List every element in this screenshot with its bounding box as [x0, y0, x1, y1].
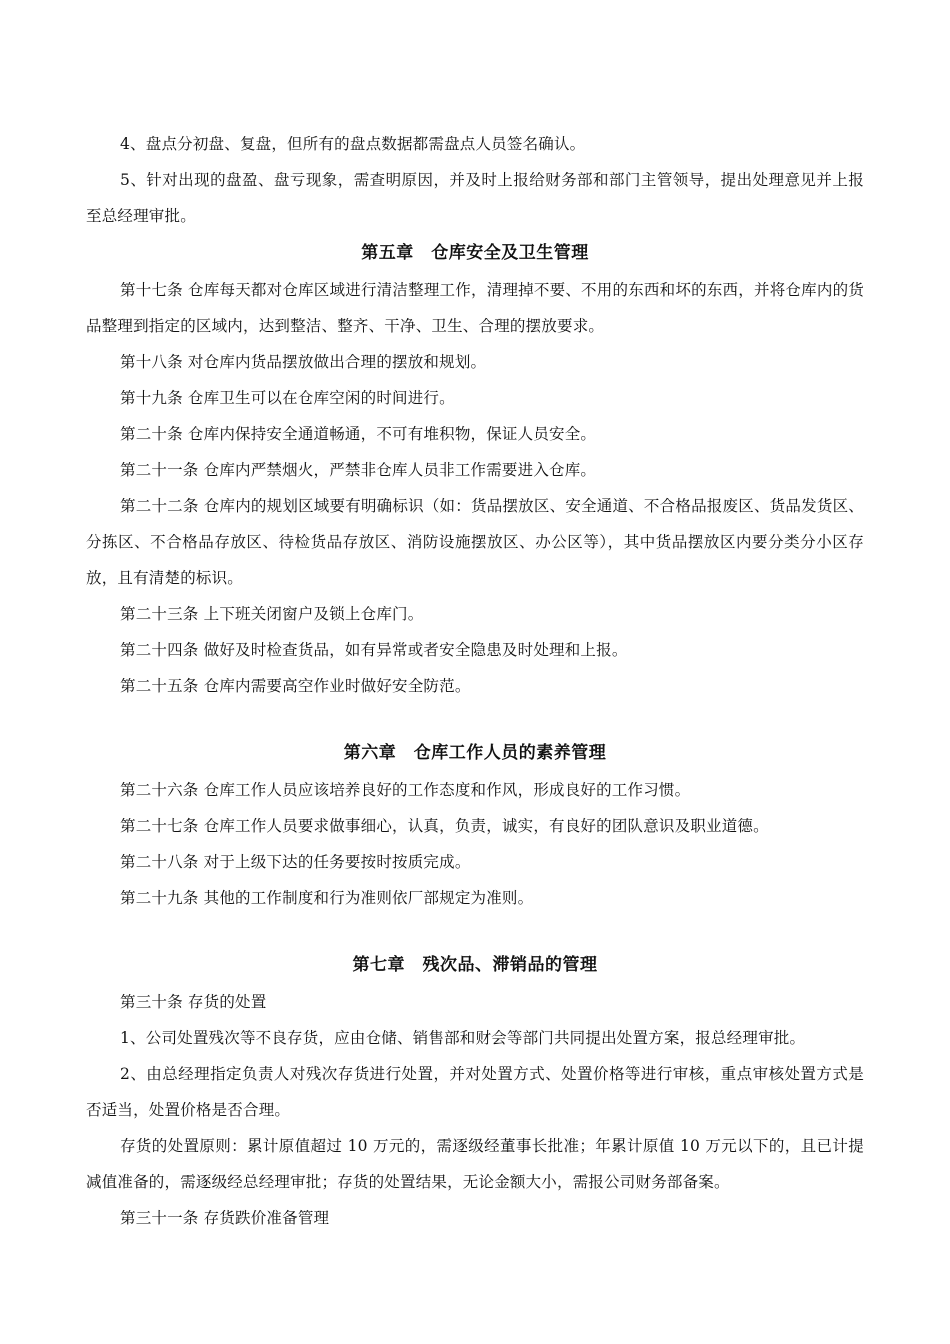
paragraph-11: 第二十五条 仓库内需要高空作业时做好安全防范。 [120, 677, 471, 695]
chapter-heading-3: 第七章 残次品、滞销品的管理 [352, 955, 598, 975]
chapter-heading-2: 第六章 仓库工作人员的素养管理 [343, 743, 607, 763]
paragraph-10: 第二十四条 做好及时检查货品，如有异常或者安全隐患及时处理和上报。 [120, 641, 628, 659]
paragraph-1: 4、盘点分初盘、复盘，但所有的盘点数据都需盘点人员签名确认。 [120, 135, 586, 153]
chapter-heading-1: 第五章 仓库安全及卫生管理 [361, 243, 589, 263]
paragraph-13: 第二十七条 仓库工作人员要求做事细心，认真，负责，诚实，有良好的团队意识及职业道德。 [120, 817, 769, 835]
paragraph-18: 2、由总经理指定负责人对残次存货进行处置，并对处置方式、处置价格等进行审核，重点审核处置方式是否适当，处置价格是否合理。 [86, 1065, 864, 1119]
paragraph-6: 第二十条 仓库内保持安全通道畅通，不可有堆积物，保证人员安全。 [120, 425, 597, 443]
paragraph-15: 第二十九条 其他的工作制度和行为准则依厂部规定为准则。 [120, 889, 534, 907]
paragraph-9: 第二十三条 上下班关闭窗户及锁上仓库门。 [120, 605, 424, 623]
paragraph-8: 第二十二条 仓库内的规划区域要有明确标识（如：货品摆放区、安全通道、不合格品报废区、货品发货区、分拣区、不合格品存放区、待检货品存放区、消防设施摆放区、办公区等），其中货品摆放区内要分类分小区存放，且有清楚的标识。 [86, 497, 864, 587]
document-body [86, 126, 864, 1236]
paragraph-12: 第二十六条 仓库工作人员应该培养良好的工作态度和作风，形成良好的工作习惯。 [120, 781, 691, 799]
paragraph-7: 第二十一条 仓库内严禁烟火，严禁非仓库人员非工作需要进入仓库。 [120, 461, 597, 479]
paragraph-2: 5、针对出现的盘盈、盘亏现象，需查明原因，并及时上报给财务部和部门主管领导，提出处理意见并上报至总经理审批。 [86, 171, 864, 225]
paragraph-19: 存货的处置原则：累计原值超过 10 万元的，需逐级经董事长批准；年累计原值 10 万元以下的，且已计提减值准备的，需逐级经总经理审批；存货的处置结果，无论金额大小，需报公司财务部备案。 [86, 1137, 864, 1191]
paragraph-5: 第十九条 仓库卫生可以在仓库空闲的时间进行。 [120, 389, 455, 407]
paragraph-3: 第十七条 仓库每天都对仓库区域进行清洁整理工作，清理掉不要、不用的东西和坏的东西，并将仓库内的货品整理到指定的区域内，达到整洁、整齐、干净、卫生、合理的摆放要求。 [86, 281, 864, 335]
paragraph-17: 1、公司处置残次等不良存货，应由仓储、销售部和财会等部门共同提出处置方案，报总经理审批。 [120, 1029, 806, 1047]
paragraph-16: 第三十条 存货的处置 [120, 993, 267, 1011]
paragraph-20: 第三十一条 存货跌价准备管理 [120, 1209, 330, 1227]
paragraph-14: 第二十八条 对于上级下达的任务要按时按质完成。 [120, 853, 471, 871]
paragraph-4: 第十八条 对仓库内货品摆放做出合理的摆放和规划。 [120, 353, 487, 371]
